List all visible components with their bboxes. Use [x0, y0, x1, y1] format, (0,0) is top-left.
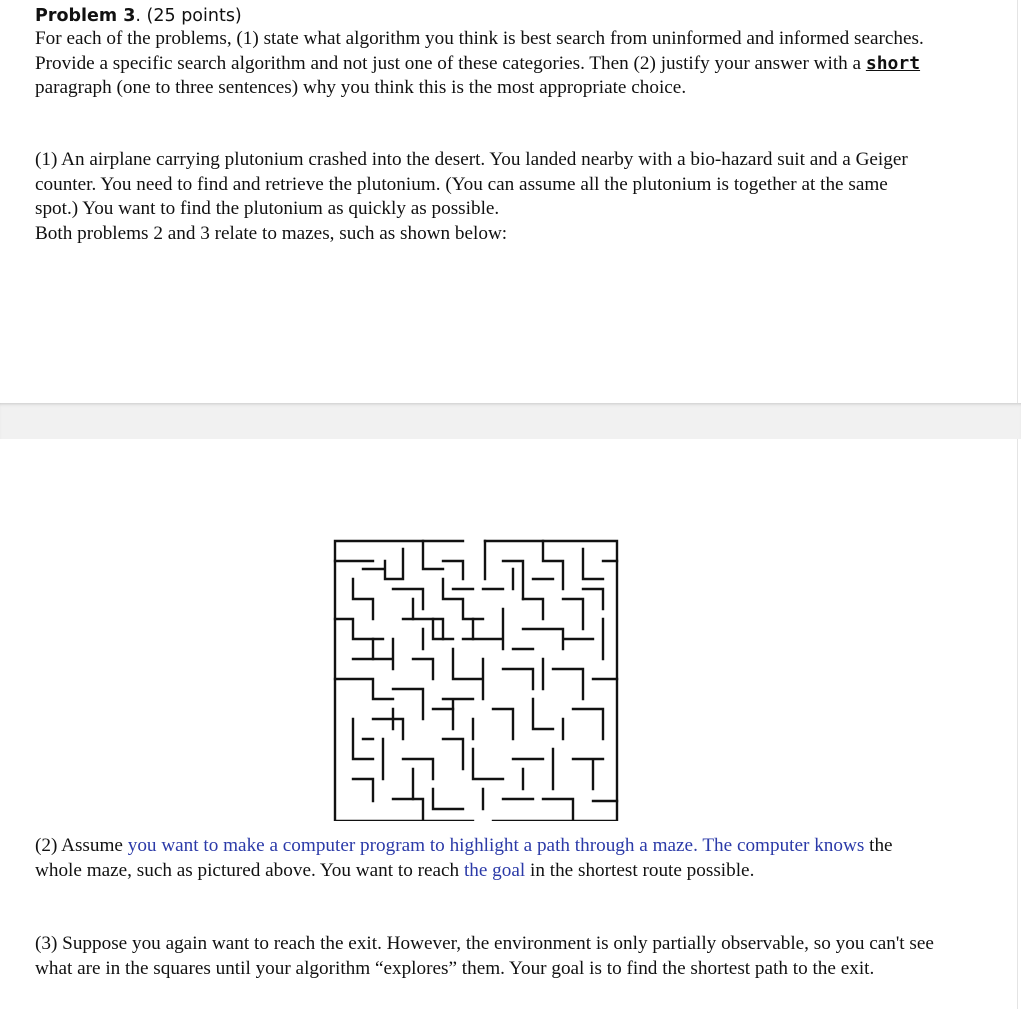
q2-part-c: the whole maze, such as pictured above. You want to reach — [35, 835, 893, 881]
mazes-intro: Both problems 2 and 3 relate to mazes, such as shown below: — [35, 223, 508, 244]
problem-points: (25 points) — [146, 6, 242, 26]
document-page-1 — [0, 0, 1018, 403]
q2-part-a: (2) Assume — [35, 835, 128, 856]
question-1: (1) An airplane carrying plutonium crashed into the desert. You landed nearby with a bio-hazard suit and a Geiger counter. You need to find and retrieve the plutonium. (You can assume all the plutonium is together at the same spot.) You want to find the plutonium as quickly as possible. — [35, 149, 908, 219]
problem-instructions — [35, 27, 935, 101]
page-gap — [0, 403, 1021, 439]
q2-highlight-computer: you want to make a computer program to highlight a path through a maze. The computer knows — [127, 835, 865, 856]
q2-part-e: in the shortest route possible. — [525, 859, 755, 881]
instructions-part-2: paragraph (one to three sentences) why you think this is the most appropriate choice. — [35, 77, 687, 98]
short-emphasis: short — [865, 52, 921, 74]
question-3: (3) Suppose you again want to reach the exit. However, the environment is only partially observable, so you can't see what are in the squares until your algorithm “explores” them. Your goal is to find the shortest path to the exit. — [35, 933, 934, 979]
q2-highlight-goal: the goal — [463, 859, 526, 881]
instructions-part-1: For each of the problems, (1) state what algorithm you think is best search from uninformed and informed searches. Provide a specific search algorithm and not just one of these categories. Then (2) justify your answer with a — [35, 28, 924, 74]
problem-heading: Problem 3. (25 points) — [35, 6, 242, 26]
question-2 — [35, 834, 935, 883]
document-page-2 — [0, 439, 1018, 1009]
maze-figure — [333, 539, 619, 821]
problem-title: Problem 3 — [35, 6, 136, 26]
